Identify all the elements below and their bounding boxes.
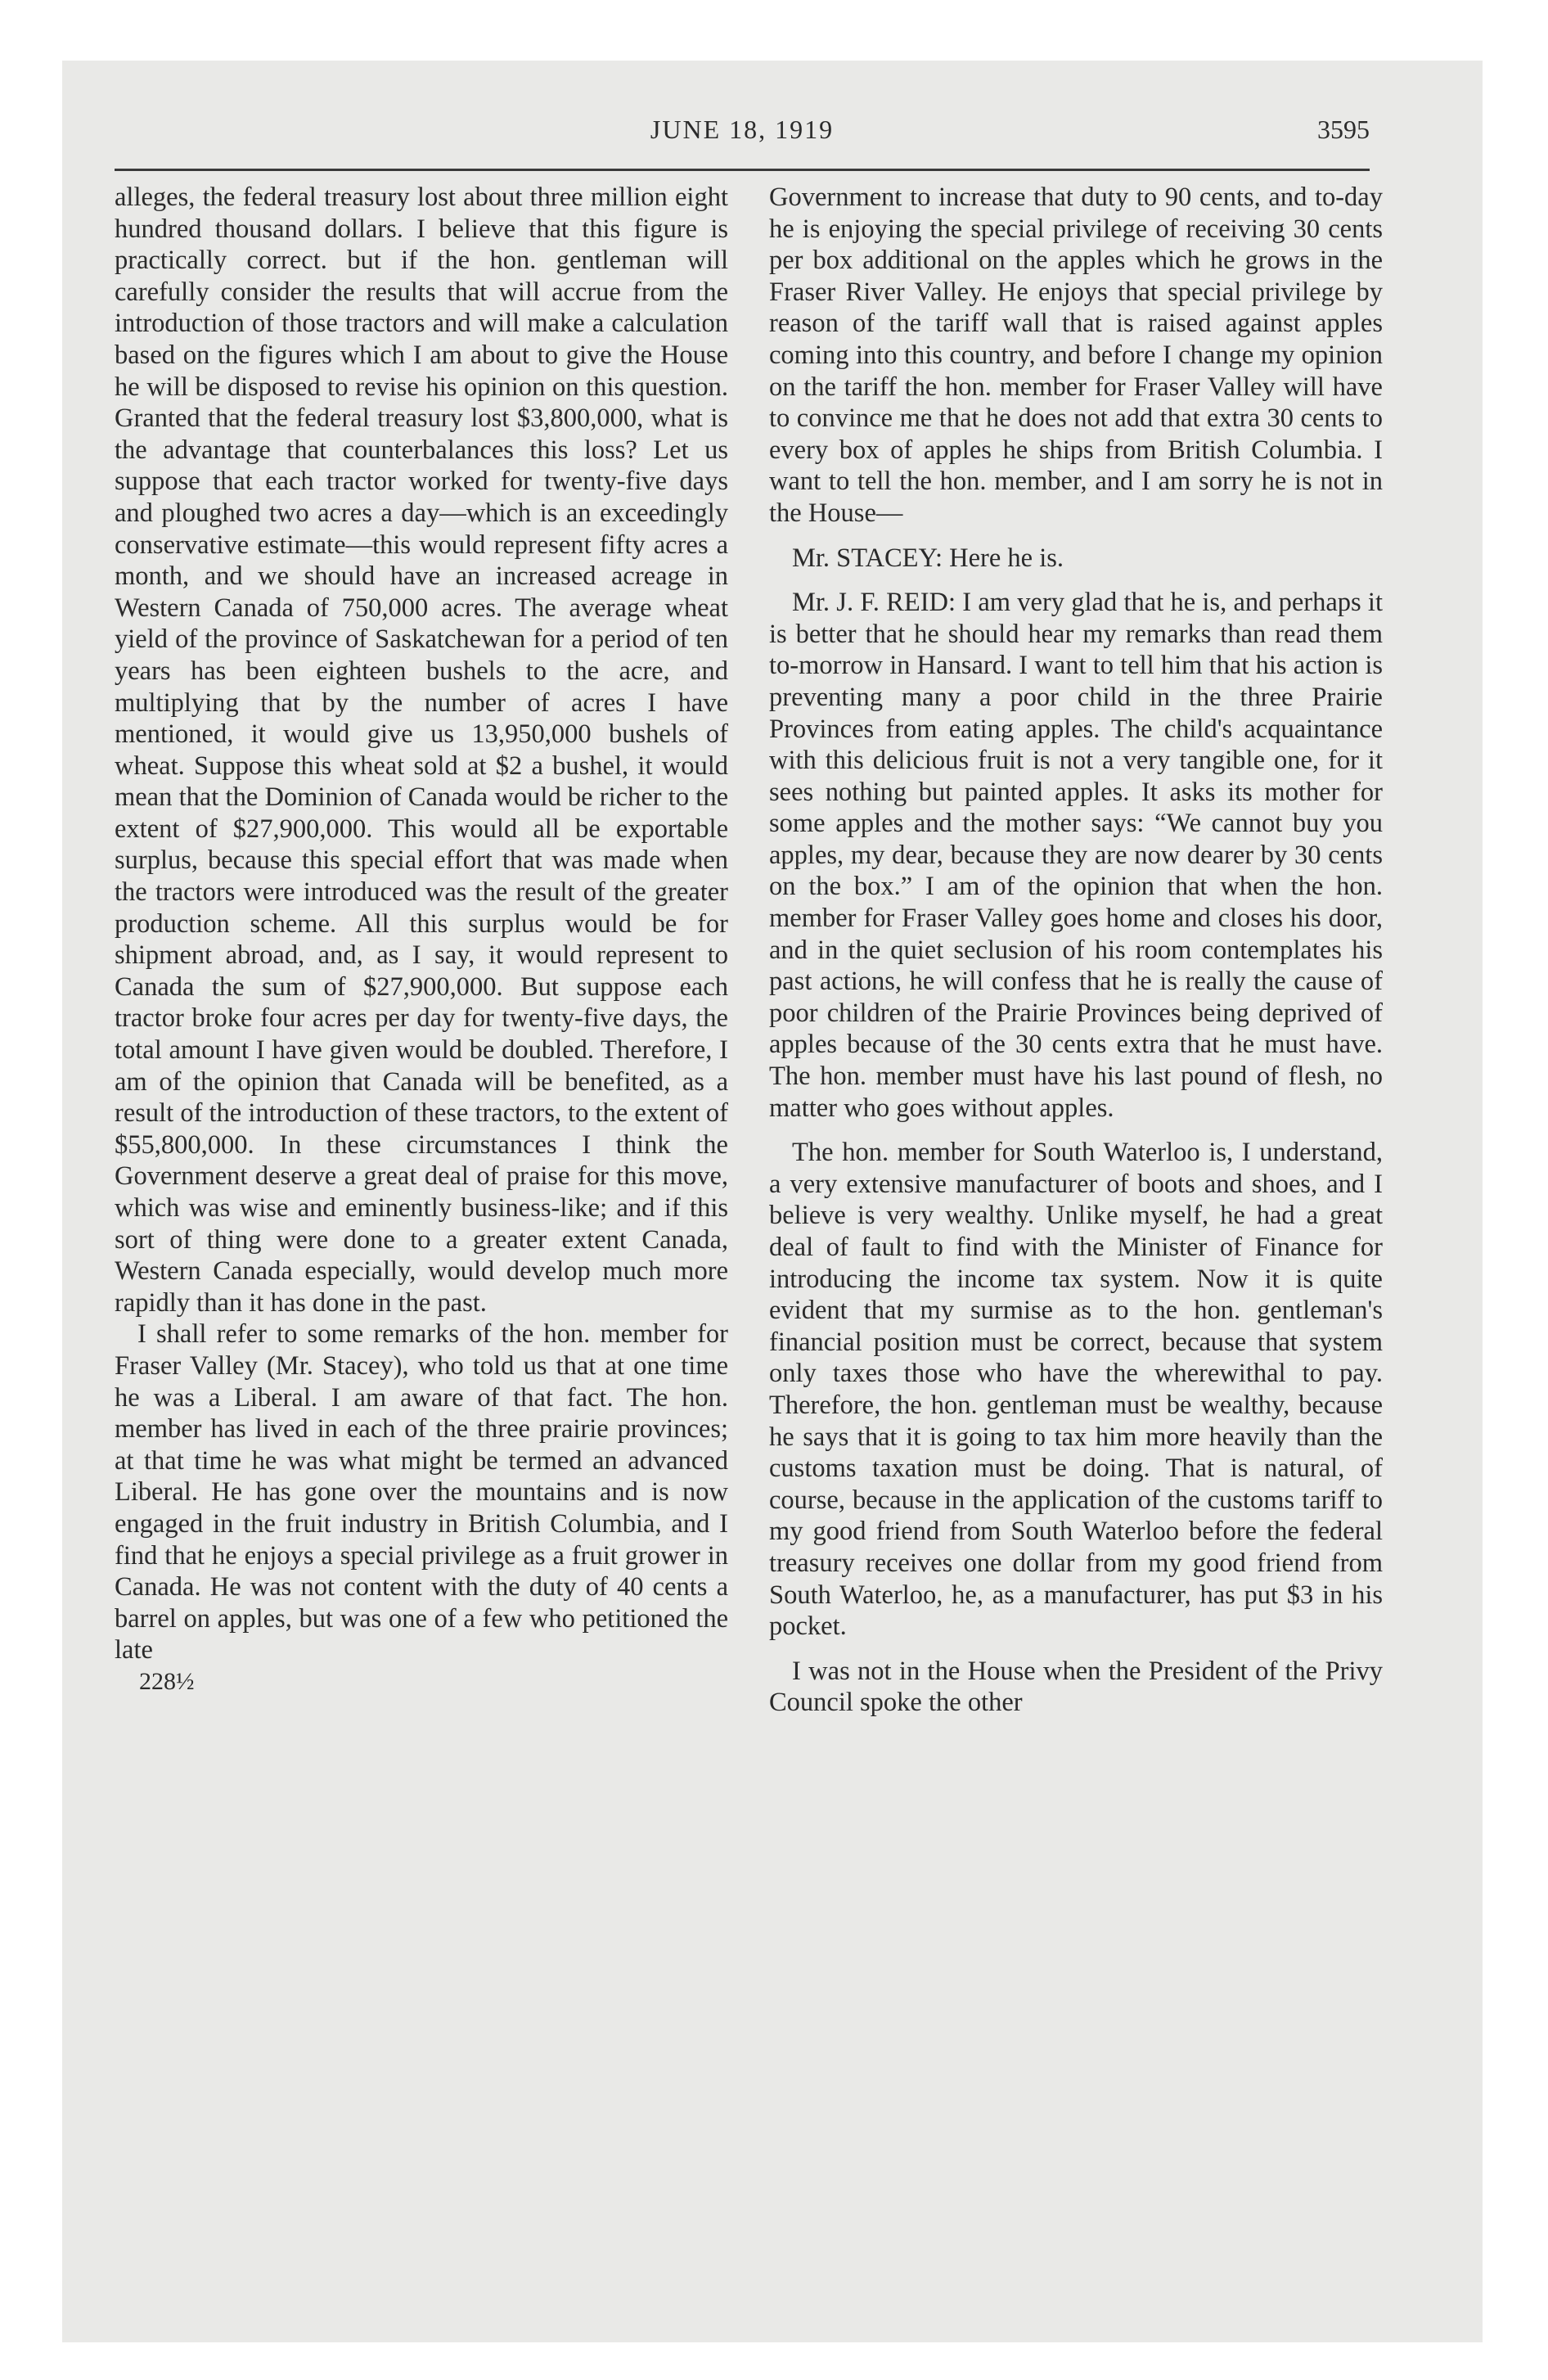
running-header: [115, 115, 1370, 172]
right-column: [769, 182, 1383, 2277]
right-paragraph-waterloo: The hon. member for South Waterloo is, I understand, a very extensive manufacturer of boots and shoes, and I believe is very wealthy. Unlike myself, he had a great deal of fault to find with the Minister of Finance for introducing the income tax system. Now it is quite evident that my surmise as to the hon. gentleman's financial position must be correct, because that system only taxes those who have the wherewithal to pay. Therefore, the hon. gentleman must be wealthy, because he says that it is going to tax him more heavily than the customs taxation must be doing. That is natural, of course, because in the application of the customs tariff to my good friend from South Waterloo before the federal treasury receives one dollar from my good friend from South Waterloo, he, as a manufacturer, has put $3 in his pocket.: [769, 1138, 1383, 1642]
left-column: [115, 182, 728, 2277]
folio-mark: 228½: [139, 1667, 195, 1695]
left-paragraph-1: alleges, the federal treasury lost about three million eight hundred thousand dollars. I believe that this figure is practically correct. but if the hon. gentleman will carefully consider the results that will accrue from the introduction of those tractors and will make a calculation based on the figures which I am about to give the House he will be disposed to revise his opinion on this question. Granted that the federal treasury lost $3,800,000, what is the advantage that counterbalances this loss? Let us suppose that each tractor worked for twenty-five days and ploughed two acres a day—which is an exceedingly conservative estimate—this would represent fifty acres a month, and we should have an increased acreage in Western Canada of 750,000 acres. The average wheat yield of the province of Saskatchewan for a period of ten years has been eighteen bushels to the acre, and multiplying that by the number of acres I have mentioned, it would give us 13,950,000 bushels of wheat. Suppose this wheat sold at $2 a bushel, it would mean that the Dominion of Canada would be richer to the extent of $27,900,000. This would all be exportable surplus, because this special effort that was made when the tractors were introduced was the result of the greater production scheme. All this surplus would be for shipment abroad, and, as I say, it would represent to Canada the sum of $27,900,000. But suppose each tractor broke four acres per day for twenty-five days, the total amount I have given would be doubled. Therefore, I am of the opinion that Canada will be benefited, as a result of the introduction of these tractors, to the extent of $55,800,000. In these circumstances I think the Government deserve a great deal of praise for this move, which was wise and eminently business-like; and if this sort of thing were done to a greater extent Canada, Western Canada especially, would develop much more rapidly than it has done in the past.: [115, 183, 728, 1318]
header-date: JUNE 18, 1919: [650, 115, 835, 144]
right-paragraph-reid: Mr. J. F. REID: I am very glad that he is, and perhaps it is better that he should hear my remarks than read them to-morrow in Hansard. I want to tell him that his action is preventing many a poor child in the three Prairie Provinces from eating apples. The child's acquaintance with this delicious fruit is not a very tangible one, for it sees nothing but painted apples. It asks its mother for some apples and the mother says: “We cannot buy you apples, my dear, because they are now dearer by 30 cents on the box.” I am of the opinion that when the hon. member for Fraser Valley goes home and closes his door, and in the quiet seclusion of his room contemplates his past actions, he will confess that he is really the cause of poor children of the Prairie Provinces being deprived of apples because of the 30 cents extra that he must have. The hon. member must have his last pound of flesh, no matter who goes without apples.: [769, 588, 1383, 1123]
right-paragraph-privy-council: I was not in the House when the President of the Privy Council spoke the other: [769, 1656, 1383, 1718]
header-page-number: 3595: [1317, 115, 1370, 144]
right-paragraph-stacey: Mr. STACEY: Here he is.: [792, 543, 1064, 573]
right-paragraph-1: Government to increase that duty to 90 cents, and to-day he is enjoying the special privilege of receiving 30 cents per box additional on the apples which he grows in the Fraser River Valley. He enjoys that special privilege by reason of the tariff wall that is raised against apples coming into this country, and before I change my opinion on the tariff the hon. member for Fraser Valley will have to convince me that he does not add that extra 30 cents to every box of apples he ships from British Columbia. I want to tell the hon. member, and I am sorry he is not in the House—: [769, 183, 1383, 528]
header-rule: [115, 169, 1370, 171]
left-paragraph-2: I shall refer to some remarks of the hon. member for Fraser Valley (Mr. Stacey), who told us that at one time he was a Liberal. I am aware of that fact. The hon. member has lived in each of the three prairie provinces; at that time he was what might be termed an advanced Liberal. He has gone over the mountains and is now engaged in the fruit industry in British Columbia, and I find that he enjoys a special privilege as a fruit grower in Canada. He was not content with the duty of 40 cents a barrel on apples, but was one of a few who petitioned the late: [115, 1319, 728, 1666]
